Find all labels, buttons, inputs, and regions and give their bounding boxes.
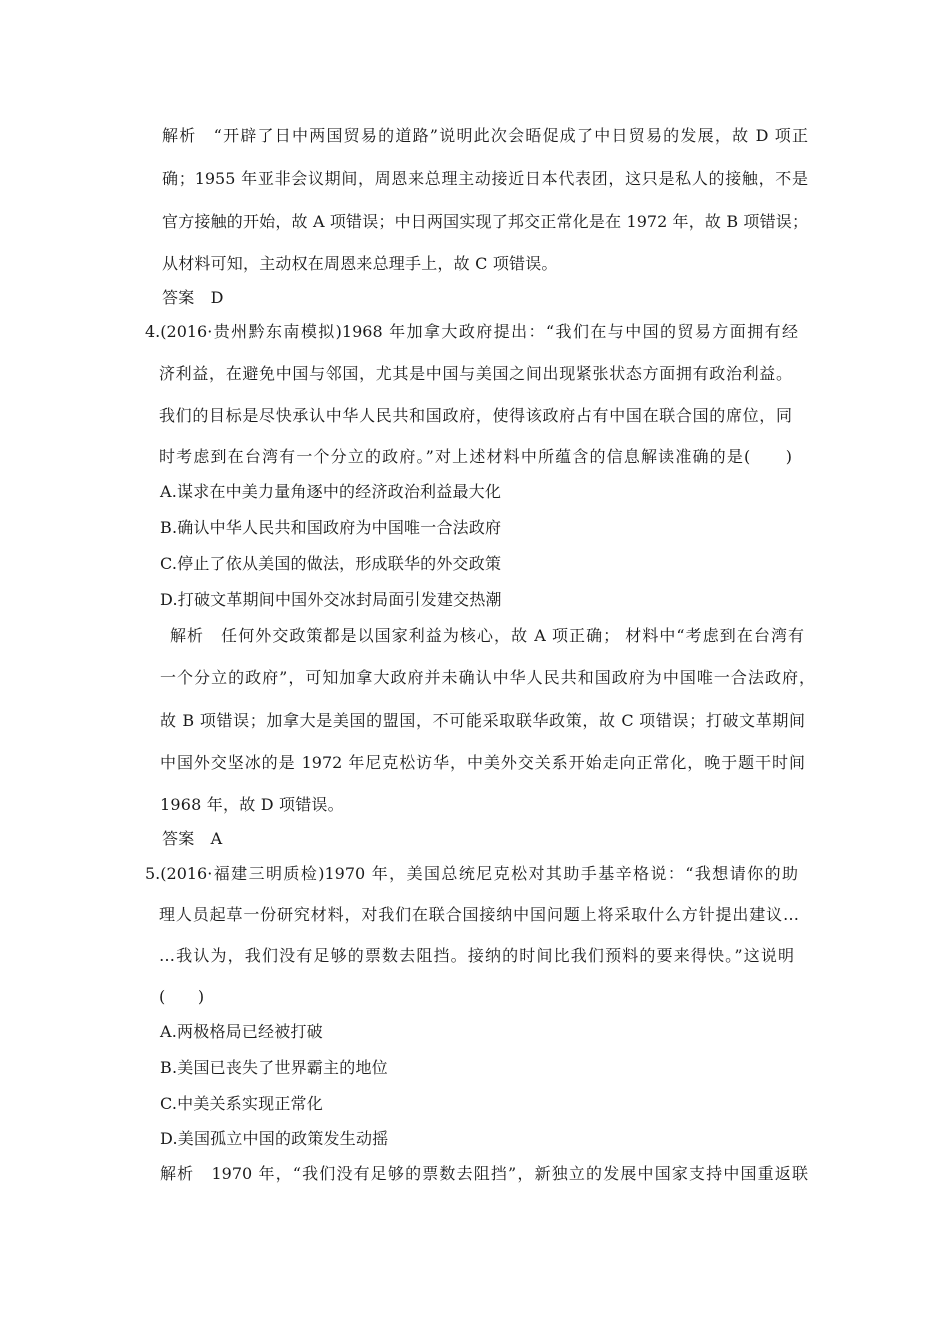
q5-option-b: B.美国已丧失了世界霸主的地位 xyxy=(160,1058,388,1077)
q4-analysis-line-4: 中国外交坚冰的是 1972 年尼克松访华，中美外交关系开始走向正常化，晚于题干时间 xyxy=(160,753,805,772)
q4-analysis-line-2: 一个分立的政府”，可知加拿大政府并未确认中华人民共和国政府为中国唯一合法政府， xyxy=(160,668,815,687)
q5-stem-line-1: 5.(2016·福建三明质检)1970 年，美国总统尼克松对其助手基辛格说：“我想请你的助 xyxy=(145,864,798,883)
q4-option-d: D.打破文革期间中国外交冰封局面引发建交热潮 xyxy=(160,590,502,609)
q3-analysis-line-3: 官方接触的开始，故 A 项错误；中日两国实现了邦交正常化是在 1972 年，故 B 项错误； xyxy=(162,212,808,231)
q4-option-a: A.谋求在中美力量角逐中的经济政治利益最大化 xyxy=(160,482,502,501)
q4-stem-line-3: 我们的目标是尽快承认中华人民共和国政府，使得该政府占有中国在联合国的席位，同 xyxy=(159,406,792,425)
q4-option-b: B.确认中华人民共和国政府为中国唯一合法政府 xyxy=(160,518,502,537)
q3-answer: 答案 D xyxy=(162,288,224,307)
q5-option-c: C.中美关系实现正常化 xyxy=(160,1094,323,1113)
q4-option-c: C.停止了依从美国的做法，形成联华的外交政策 xyxy=(160,554,502,573)
q5-stem-line-2: 理人员起草一份研究材料，对我们在联合国接纳中国问题上将采取什么方针提出建议… xyxy=(159,905,799,924)
q5-option-d: D.美国孤立中国的政策发生动摇 xyxy=(160,1129,389,1148)
q3-analysis-line-4: 从材料可知，主动权在周恩来总理手上，故 C 项错误。 xyxy=(162,254,558,273)
q4-stem-line-1: 4.(2016·贵州黔东南模拟)1968 年加拿大政府提出：“我们在与中国的贸易方面拥有经 xyxy=(145,322,798,341)
q3-analysis-line-2: 确；1955 年亚非会议期间，周恩来总理主动接近日本代表团，这只是私人的接触，不是 xyxy=(162,169,808,188)
q4-stem-line-4: 时考虑到在台湾有一个分立的政府。”对上述材料中所蕴含的信息解读准确的是( ) xyxy=(159,447,792,466)
q4-analysis-line-1: 解析 任何外交政策都是以国家利益为核心，故 A 项正确； 材料中“考虑到在台湾有 xyxy=(170,626,804,645)
q4-stem-line-2: 济利益，在避免中国与邻国，尤其是中国与美国之间出现紧张状态方面拥有政治利益。 xyxy=(159,364,792,383)
q5-option-a: A.两极格局已经被打破 xyxy=(160,1022,323,1041)
q4-analysis-line-5: 1968 年，故 D 项错误。 xyxy=(160,795,344,814)
q3-analysis-line-1: 解析 “开辟了日中两国贸易的道路”说明此次会晤促成了中日贸易的发展，故 D 项正 xyxy=(162,126,808,145)
q5-stem-line-4: ( ) xyxy=(159,987,205,1006)
q4-analysis-line-3: 故 B 项错误；加拿大是美国的盟国，不可能采取联华政策，故 C 项错误；打破文革期间 xyxy=(160,711,805,730)
q4-answer: 答案 A xyxy=(162,829,223,848)
q5-analysis-line-1: 解析 1970 年，“我们没有足够的票数去阻挡”，新独立的发展中国家支持中国重返联 xyxy=(160,1164,808,1183)
q5-stem-line-3: …我认为，我们没有足够的票数去阻挡。接纳的时间比我们预料的要来得快。”这说明 xyxy=(159,946,794,965)
